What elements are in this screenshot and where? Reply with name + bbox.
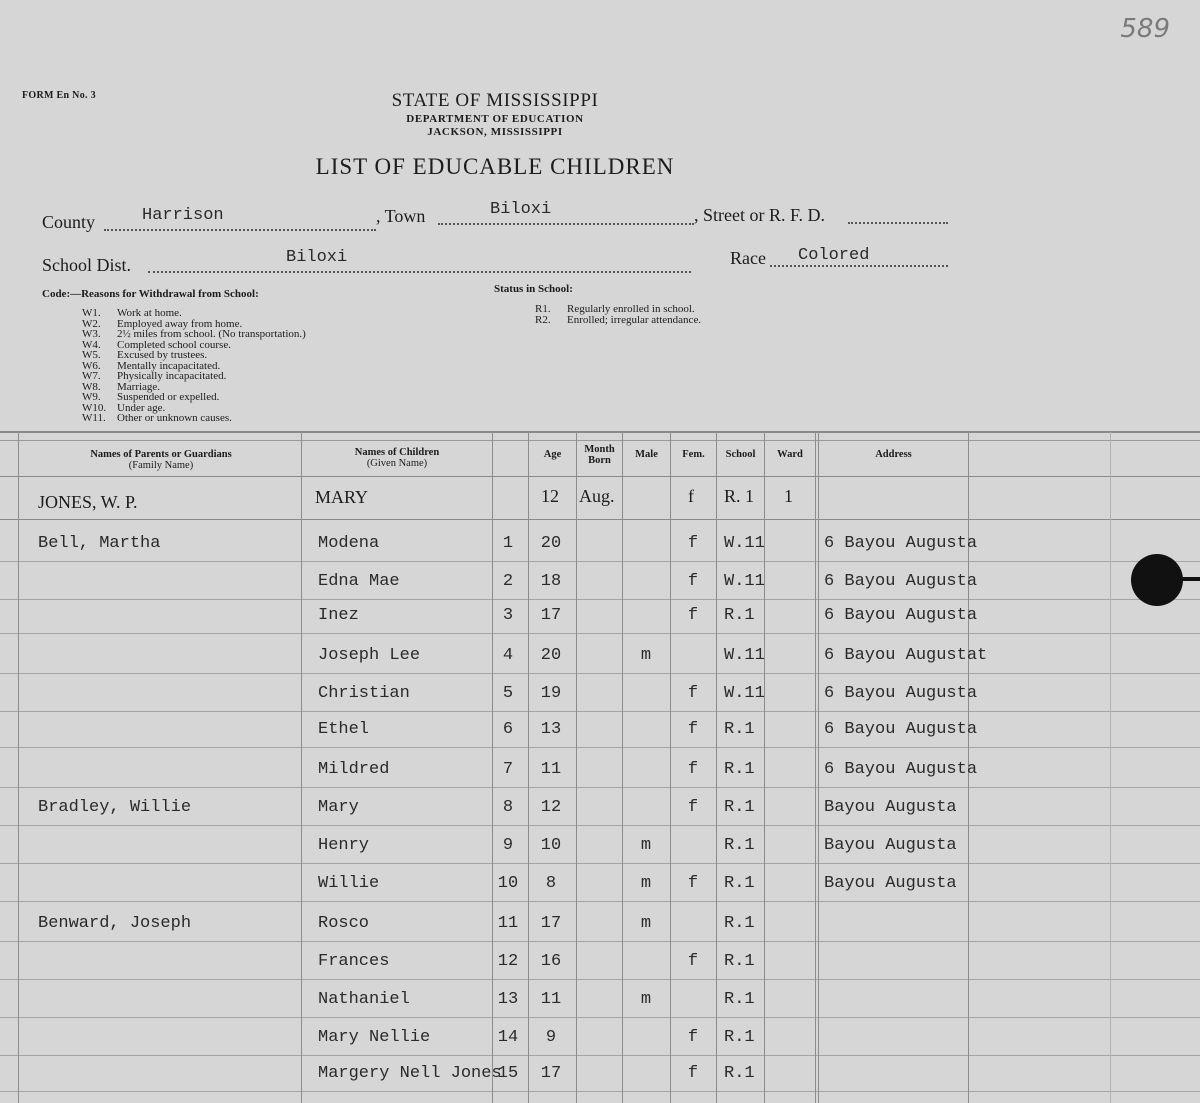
row-rule bbox=[0, 561, 1200, 562]
school-cell: R.1 bbox=[724, 798, 755, 817]
row-rule bbox=[0, 711, 1200, 712]
withdrawal-code: W4. bbox=[82, 338, 101, 351]
example-age: 12 bbox=[541, 486, 559, 506]
address-cell: 6 Bayou Augusta bbox=[824, 720, 978, 739]
county-line bbox=[104, 229, 376, 231]
address-cell: Bayou Augusta bbox=[824, 874, 957, 893]
row-rule bbox=[0, 863, 1200, 864]
school-cell: R.1 bbox=[724, 1028, 755, 1047]
row-number-cell: 9 bbox=[502, 836, 514, 855]
fem-cell: f bbox=[687, 1028, 699, 1047]
parent-name-cell: Bradley, Willie bbox=[38, 798, 192, 817]
male-cell: m bbox=[640, 914, 652, 933]
school-cell: R.1 bbox=[724, 952, 755, 971]
address-cell: 6 Bayou Augusta bbox=[824, 606, 978, 625]
child-name-cell: Henry bbox=[318, 836, 370, 855]
age-cell: 11 bbox=[540, 990, 562, 1009]
header-children bbox=[302, 447, 492, 469]
header-month-sub: Born bbox=[588, 455, 611, 466]
page-number: 589 bbox=[1120, 14, 1170, 44]
fem-cell: f bbox=[687, 572, 699, 591]
col-divider bbox=[818, 432, 819, 1103]
header-bottom-rule bbox=[0, 476, 1200, 477]
child-name-cell: Margery Nell Jones bbox=[318, 1064, 502, 1083]
child-name-cell: Mary Nellie bbox=[318, 1028, 431, 1047]
age-cell: 17 bbox=[540, 606, 562, 625]
header-children-label: Names of Children bbox=[354, 447, 440, 458]
child-name-cell: Mary bbox=[318, 798, 359, 817]
example-ward: 1 bbox=[784, 486, 793, 506]
fem-cell: f bbox=[687, 1064, 699, 1083]
col-divider bbox=[301, 432, 302, 1103]
row-number-cell: 7 bbox=[502, 760, 514, 779]
example-bottom-rule bbox=[0, 519, 1200, 520]
age-cell: 13 bbox=[540, 720, 562, 739]
age-cell: 8 bbox=[545, 874, 557, 893]
header-month bbox=[577, 444, 622, 466]
age-cell: 10 bbox=[540, 836, 562, 855]
withdrawal-code-text: Suspended or expelled. bbox=[117, 391, 220, 403]
status-code: R1. bbox=[535, 303, 551, 315]
withdrawal-code-item bbox=[82, 392, 306, 403]
withdrawal-code-item bbox=[82, 371, 306, 382]
town-label: , Town bbox=[376, 206, 426, 226]
row-rule bbox=[0, 979, 1200, 980]
address-cell: 6 Bayou Augusta bbox=[824, 760, 978, 779]
row-number-cell: 14 bbox=[497, 1028, 519, 1047]
child-name-cell: Rosco bbox=[318, 914, 370, 933]
row-rule bbox=[0, 633, 1200, 634]
school-cell: R.1 bbox=[724, 760, 755, 779]
withdrawal-code: W1. bbox=[82, 307, 101, 319]
child-name-cell: Nathaniel bbox=[318, 990, 410, 1009]
fem-cell: f bbox=[687, 720, 699, 739]
withdrawal-codes-list bbox=[82, 308, 306, 424]
status-code: R2. bbox=[535, 313, 551, 326]
state-heading: STATE OF MISSISSIPPI bbox=[391, 90, 599, 111]
header-fem: Fem. bbox=[682, 449, 705, 460]
form-number: FORM En No. 3 bbox=[22, 90, 96, 101]
fem-cell: f bbox=[687, 606, 699, 625]
withdrawal-code: W5. bbox=[82, 349, 101, 361]
row-rule bbox=[0, 599, 1200, 600]
withdrawal-code-text: Marriage. bbox=[117, 380, 161, 393]
withdrawal-code-text: Under age. bbox=[117, 401, 166, 414]
header-male: Male bbox=[635, 449, 658, 460]
row-rule bbox=[0, 747, 1200, 748]
race-line bbox=[770, 265, 948, 267]
col-divider bbox=[576, 432, 577, 1103]
school-cell: R.1 bbox=[724, 720, 755, 739]
age-cell: 18 bbox=[540, 572, 562, 591]
withdrawal-code-text: Excused by trustees. bbox=[117, 349, 208, 361]
withdrawal-code: W6. bbox=[82, 359, 101, 372]
row-number-cell: 1 bbox=[502, 534, 514, 553]
col-divider bbox=[716, 432, 717, 1103]
status-code-text: Enrolled; irregular attendance. bbox=[567, 313, 702, 326]
row-number-cell: 4 bbox=[502, 646, 514, 665]
header-children-sub: (Given Name) bbox=[366, 458, 428, 469]
male-cell: m bbox=[640, 836, 652, 855]
fem-cell: f bbox=[687, 684, 699, 703]
age-cell: 17 bbox=[540, 914, 562, 933]
document-title: LIST OF EDUCABLE CHILDREN bbox=[315, 154, 675, 179]
row-number-cell: 12 bbox=[497, 952, 519, 971]
fem-cell: f bbox=[687, 952, 699, 971]
school-cell: R.1 bbox=[724, 914, 755, 933]
address-cell: Bayou Augusta bbox=[824, 798, 957, 817]
male-cell: m bbox=[640, 874, 652, 893]
withdrawal-code: W7. bbox=[82, 370, 101, 382]
col-divider bbox=[18, 432, 19, 1103]
withdrawal-code-text: Work at home. bbox=[117, 307, 182, 319]
address-cell: 6 Bayou Augusta bbox=[824, 534, 978, 553]
school-dist-value: Biloxi bbox=[286, 248, 348, 267]
department-heading: DEPARTMENT OF EDUCATION bbox=[406, 113, 584, 125]
status-code-item bbox=[535, 315, 701, 326]
withdrawal-code: W8. bbox=[82, 380, 101, 393]
fem-cell: f bbox=[687, 874, 699, 893]
col-divider bbox=[622, 432, 623, 1103]
row-number-cell: 15 bbox=[497, 1064, 519, 1083]
withdrawal-code-text: Mentally incapacitated. bbox=[117, 359, 221, 372]
age-cell: 20 bbox=[540, 646, 562, 665]
row-number-cell: 11 bbox=[497, 914, 519, 933]
child-name-cell: Modena bbox=[318, 534, 380, 553]
withdrawal-code-text: Other or unknown causes. bbox=[117, 412, 232, 424]
col-divider bbox=[670, 432, 671, 1103]
age-cell: 11 bbox=[540, 760, 562, 779]
header-parents-label: Names of Parents or Guardians bbox=[90, 449, 232, 460]
col-divider bbox=[1110, 432, 1111, 1103]
header-school: School bbox=[725, 449, 756, 460]
header-parents bbox=[20, 449, 302, 471]
table-top-rule-2 bbox=[0, 440, 1200, 441]
row-rule bbox=[0, 901, 1200, 902]
city-heading: JACKSON, MISSISSIPPI bbox=[427, 126, 563, 138]
town-line bbox=[438, 223, 694, 225]
street-line bbox=[848, 222, 948, 224]
withdrawal-code: W9. bbox=[82, 391, 101, 403]
example-fem: f bbox=[688, 486, 694, 506]
header-ward: Ward bbox=[777, 449, 803, 460]
school-cell: R.1 bbox=[724, 874, 755, 893]
header-parents-sub: (Family Name) bbox=[128, 460, 194, 471]
age-cell: 19 bbox=[540, 684, 562, 703]
school-cell: W.11 bbox=[724, 572, 765, 591]
age-cell: 9 bbox=[545, 1028, 557, 1047]
town-value: Biloxi bbox=[490, 200, 552, 219]
row-rule bbox=[0, 825, 1200, 826]
child-name-cell: Edna Mae bbox=[318, 572, 400, 591]
male-cell: m bbox=[640, 646, 652, 665]
school-dist-line bbox=[148, 271, 691, 273]
example-school: R. 1 bbox=[724, 486, 755, 506]
header-age: Age bbox=[543, 449, 562, 460]
address-cell: Bayou Augusta bbox=[824, 836, 957, 855]
status-code-text: Regularly enrolled in school. bbox=[567, 303, 695, 315]
county-label: County bbox=[42, 212, 96, 232]
example-month: Aug. bbox=[579, 486, 615, 506]
county-value: Harrison bbox=[142, 206, 224, 225]
withdrawal-code-text: 2½ miles from school. (No transportation.) bbox=[117, 328, 306, 340]
age-cell: 12 bbox=[540, 798, 562, 817]
withdrawal-code-item bbox=[82, 413, 306, 424]
row-rule bbox=[0, 1091, 1200, 1092]
child-name-cell: Frances bbox=[318, 952, 390, 971]
child-name-cell: Mildred bbox=[318, 760, 390, 779]
street-label: , Street or R. F. D. bbox=[694, 205, 826, 225]
col-divider bbox=[528, 432, 529, 1103]
row-rule bbox=[0, 673, 1200, 674]
withdrawal-codes-title: Code:—Reasons for Withdrawal from School: bbox=[42, 288, 259, 300]
withdrawal-code-text: Employed away from home. bbox=[117, 317, 243, 330]
school-cell: W.11 bbox=[724, 646, 765, 665]
parent-name-cell: Bell, Martha bbox=[38, 534, 161, 553]
age-cell: 17 bbox=[540, 1064, 562, 1083]
binder-clip bbox=[1176, 577, 1200, 581]
row-rule bbox=[0, 787, 1200, 788]
table-top-rule bbox=[0, 431, 1200, 433]
school-dist-label: School Dist. bbox=[42, 255, 132, 275]
row-rule bbox=[0, 1055, 1200, 1056]
parent-name-cell: Benward, Joseph bbox=[38, 914, 192, 933]
example-parent: JONES, W. P. bbox=[38, 492, 138, 512]
col-divider bbox=[764, 432, 765, 1103]
age-cell: 20 bbox=[540, 534, 562, 553]
withdrawal-code: W2. bbox=[82, 317, 101, 330]
row-rule bbox=[0, 941, 1200, 942]
age-cell: 16 bbox=[540, 952, 562, 971]
child-name-cell: Inez bbox=[318, 606, 359, 625]
row-number-cell: 5 bbox=[502, 684, 514, 703]
row-number-cell: 13 bbox=[497, 990, 519, 1009]
withdrawal-code: W3. bbox=[82, 328, 101, 340]
fem-cell: f bbox=[687, 798, 699, 817]
child-name-cell: Christian bbox=[318, 684, 410, 703]
race-value: Colored bbox=[798, 246, 870, 265]
withdrawal-code: W10. bbox=[82, 401, 107, 414]
row-rule bbox=[0, 1017, 1200, 1018]
withdrawal-code-text: Completed school course. bbox=[117, 338, 231, 351]
status-codes-title: Status in School: bbox=[494, 283, 573, 295]
school-cell: W.11 bbox=[724, 684, 765, 703]
col-divider bbox=[815, 432, 816, 1103]
school-cell: R.1 bbox=[724, 836, 755, 855]
child-name-cell: Joseph Lee bbox=[318, 646, 421, 665]
race-label: Race bbox=[730, 248, 766, 268]
withdrawal-code-text: Physically incapacitated. bbox=[117, 370, 227, 382]
fem-cell: f bbox=[687, 760, 699, 779]
row-number-cell: 2 bbox=[502, 572, 514, 591]
fem-cell: f bbox=[687, 534, 699, 553]
example-child: MARY bbox=[315, 487, 369, 507]
male-cell: m bbox=[640, 990, 652, 1009]
child-name-cell: Ethel bbox=[318, 720, 370, 739]
address-cell: 6 Bayou Augusta bbox=[824, 684, 978, 703]
child-name-cell: Willie bbox=[318, 874, 380, 893]
row-number-cell: 8 bbox=[502, 798, 514, 817]
school-cell: R.1 bbox=[724, 1064, 755, 1083]
school-cell: W.11 bbox=[724, 534, 765, 553]
header-address: Address bbox=[875, 449, 912, 460]
school-cell: R.1 bbox=[724, 606, 755, 625]
withdrawal-code: W11. bbox=[82, 412, 106, 424]
address-cell: 6 Bayou Augusta bbox=[824, 572, 978, 591]
header-month-label: Month bbox=[584, 444, 615, 455]
row-number-cell: 10 bbox=[497, 874, 519, 893]
row-number-cell: 6 bbox=[502, 720, 514, 739]
address-cell: 6 Bayou Augustat bbox=[824, 646, 988, 665]
row-number-cell: 3 bbox=[502, 606, 514, 625]
school-cell: R.1 bbox=[724, 990, 755, 1009]
status-codes-list bbox=[535, 304, 701, 325]
